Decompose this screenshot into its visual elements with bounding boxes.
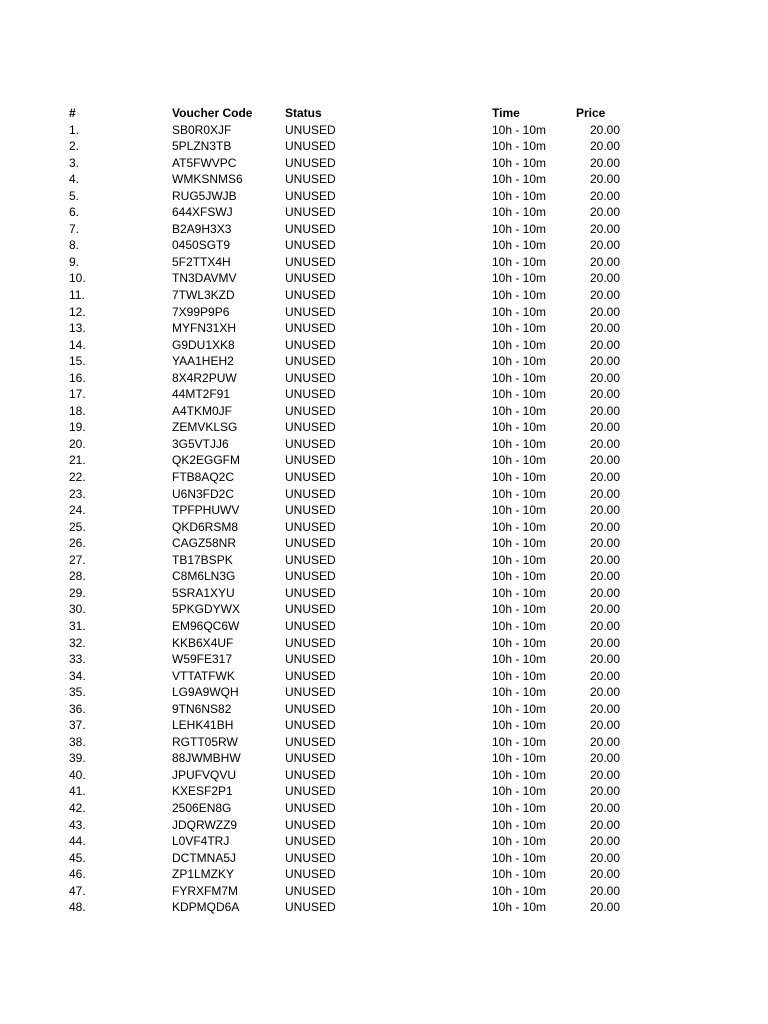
voucher-time: 10h - 10m	[492, 817, 547, 832]
table-row	[0, 122, 768, 139]
table-row	[0, 635, 768, 652]
voucher-status: UNUSED	[285, 552, 336, 567]
table-row	[0, 535, 768, 552]
voucher-price: 20.00	[589, 602, 620, 617]
voucher-time: 10h - 10m	[492, 139, 547, 154]
voucher-status: UNUSED	[285, 370, 336, 385]
voucher-code: SB0R0XJF	[172, 122, 232, 137]
table-row	[0, 817, 768, 834]
voucher-code: 7TWL3KZD	[172, 288, 235, 303]
voucher-status: UNUSED	[285, 486, 336, 501]
row-number: 24.	[69, 503, 86, 518]
voucher-code: ZEMVKLSG	[172, 420, 238, 435]
table-row	[0, 767, 768, 784]
voucher-code: 5SRA1XYU	[172, 585, 235, 600]
voucher-code: FYRXFM7M	[172, 883, 238, 898]
row-number: 1.	[69, 122, 80, 137]
row-number: 22.	[69, 470, 86, 485]
table-row	[0, 237, 768, 254]
voucher-time: 10h - 10m	[492, 453, 547, 468]
table-row	[0, 452, 768, 469]
voucher-time: 10h - 10m	[492, 800, 547, 815]
voucher-code: G9DU1XK8	[172, 337, 235, 352]
voucher-price: 20.00	[589, 304, 620, 319]
row-number: 13.	[69, 321, 86, 336]
table-row	[0, 601, 768, 618]
voucher-status: UNUSED	[285, 304, 336, 319]
voucher-status: UNUSED	[285, 221, 336, 236]
row-number: 8.	[69, 238, 80, 253]
row-number: 48.	[69, 900, 86, 915]
voucher-price: 20.00	[589, 800, 620, 815]
voucher-code: QKD6RSM8	[172, 519, 239, 534]
voucher-status: UNUSED	[285, 635, 336, 650]
voucher-price: 20.00	[589, 635, 620, 650]
row-number: 27.	[69, 552, 86, 567]
voucher-status: UNUSED	[285, 701, 336, 716]
voucher-code: DCTMNA5J	[172, 850, 237, 865]
voucher-time: 10h - 10m	[492, 271, 547, 286]
voucher-time: 10h - 10m	[492, 767, 547, 782]
voucher-status: UNUSED	[285, 602, 336, 617]
voucher-time: 10h - 10m	[492, 354, 547, 369]
table-row	[0, 436, 768, 453]
table-row	[0, 502, 768, 519]
table-row	[0, 568, 768, 585]
table-row	[0, 403, 768, 420]
voucher-code: 7X99P9P6	[172, 304, 230, 319]
voucher-price: 20.00	[589, 453, 620, 468]
row-number: 39.	[69, 751, 86, 766]
voucher-status: UNUSED	[285, 585, 336, 600]
voucher-status: UNUSED	[285, 188, 336, 203]
voucher-price: 20.00	[589, 751, 620, 766]
voucher-status: UNUSED	[285, 354, 336, 369]
voucher-price: 20.00	[589, 288, 620, 303]
header-time: Time	[492, 106, 520, 120]
voucher-time: 10h - 10m	[492, 585, 547, 600]
row-number: 44.	[69, 834, 86, 849]
voucher-price: 20.00	[589, 155, 620, 170]
voucher-status: UNUSED	[285, 155, 336, 170]
voucher-price: 20.00	[589, 867, 620, 882]
voucher-price: 20.00	[589, 436, 620, 451]
voucher-time: 10h - 10m	[492, 221, 547, 236]
voucher-price: 20.00	[589, 403, 620, 418]
voucher-price: 20.00	[589, 784, 620, 799]
table-row	[0, 270, 768, 287]
voucher-price: 20.00	[589, 900, 620, 915]
row-number: 11.	[69, 288, 85, 303]
table-row	[0, 618, 768, 635]
row-number: 6.	[69, 205, 80, 220]
voucher-code: LEHK41BH	[172, 718, 234, 733]
voucher-code: B2A9H3X3	[172, 221, 232, 236]
row-number: 32.	[69, 635, 86, 650]
row-number: 36.	[69, 701, 86, 716]
voucher-price: 20.00	[589, 221, 620, 236]
voucher-code: RUG5JWJB	[172, 188, 237, 203]
voucher-price: 20.00	[589, 652, 620, 667]
header-number: #	[69, 106, 76, 120]
voucher-time: 10h - 10m	[492, 552, 547, 567]
row-number: 4.	[69, 172, 80, 187]
table-row	[0, 304, 768, 321]
voucher-time: 10h - 10m	[492, 701, 547, 716]
voucher-time: 10h - 10m	[492, 618, 547, 633]
table-header-row	[0, 105, 768, 122]
voucher-price: 20.00	[589, 420, 620, 435]
voucher-time: 10h - 10m	[492, 668, 547, 683]
voucher-price: 20.00	[589, 618, 620, 633]
voucher-code: 5F2TTX4H	[172, 254, 231, 269]
voucher-time: 10h - 10m	[492, 867, 547, 882]
voucher-status: UNUSED	[285, 800, 336, 815]
voucher-status: UNUSED	[285, 734, 336, 749]
voucher-price: 20.00	[589, 767, 620, 782]
row-number: 45.	[69, 850, 86, 865]
voucher-time: 10h - 10m	[492, 784, 547, 799]
table-row	[0, 155, 768, 172]
row-number: 3.	[69, 155, 80, 170]
voucher-time: 10h - 10m	[492, 734, 547, 749]
voucher-status: UNUSED	[285, 536, 336, 551]
voucher-price: 20.00	[589, 834, 620, 849]
voucher-code: VTTATFWK	[172, 668, 235, 683]
table-row	[0, 701, 768, 718]
voucher-price: 20.00	[589, 486, 620, 501]
table-row	[0, 171, 768, 188]
row-number: 19.	[69, 420, 86, 435]
voucher-status: UNUSED	[285, 271, 336, 286]
voucher-time: 10h - 10m	[492, 321, 547, 336]
voucher-time: 10h - 10m	[492, 486, 547, 501]
table-row	[0, 734, 768, 751]
voucher-time: 10h - 10m	[492, 436, 547, 451]
voucher-code: WMKSNMS6	[172, 172, 243, 187]
voucher-status: UNUSED	[285, 883, 336, 898]
voucher-time: 10h - 10m	[492, 337, 547, 352]
voucher-status: UNUSED	[285, 817, 336, 832]
voucher-time: 10h - 10m	[492, 122, 547, 137]
row-number: 17.	[69, 387, 86, 402]
voucher-code: A4TKM0JF	[172, 403, 233, 418]
table-row	[0, 469, 768, 486]
voucher-time: 10h - 10m	[492, 503, 547, 518]
voucher-price: 20.00	[589, 734, 620, 749]
voucher-price: 20.00	[589, 238, 620, 253]
table-row	[0, 585, 768, 602]
voucher-time: 10h - 10m	[492, 155, 547, 170]
voucher-status: UNUSED	[285, 172, 336, 187]
row-number: 40.	[69, 767, 86, 782]
voucher-time: 10h - 10m	[492, 519, 547, 534]
voucher-time: 10h - 10m	[492, 420, 547, 435]
voucher-time: 10h - 10m	[492, 834, 547, 849]
voucher-code: MYFN31XH	[172, 321, 237, 336]
voucher-status: UNUSED	[285, 139, 336, 154]
voucher-code: U6N3FD2C	[172, 486, 235, 501]
voucher-price: 20.00	[589, 817, 620, 832]
voucher-time: 10h - 10m	[492, 205, 547, 220]
voucher-status: UNUSED	[285, 238, 336, 253]
voucher-code: 3G5VTJJ6	[172, 436, 229, 451]
voucher-time: 10h - 10m	[492, 188, 547, 203]
voucher-code: TPFPHUWV	[172, 503, 240, 518]
voucher-status: UNUSED	[285, 668, 336, 683]
voucher-status: UNUSED	[285, 337, 336, 352]
voucher-code: 8X4R2PUW	[172, 370, 237, 385]
table-row	[0, 866, 768, 883]
voucher-status: UNUSED	[285, 122, 336, 137]
table-row	[0, 850, 768, 867]
row-number: 7.	[69, 221, 80, 236]
table-row	[0, 320, 768, 337]
voucher-time: 10h - 10m	[492, 370, 547, 385]
table-row	[0, 221, 768, 238]
table-row	[0, 783, 768, 800]
voucher-price: 20.00	[589, 387, 620, 402]
row-number: 2.	[69, 139, 80, 154]
voucher-price: 20.00	[589, 718, 620, 733]
row-number: 10.	[69, 271, 86, 286]
voucher-price: 20.00	[589, 585, 620, 600]
voucher-status: UNUSED	[285, 834, 336, 849]
voucher-status: UNUSED	[285, 321, 336, 336]
voucher-time: 10h - 10m	[492, 288, 547, 303]
row-number: 14.	[69, 337, 86, 352]
voucher-time: 10h - 10m	[492, 172, 547, 187]
table-row	[0, 552, 768, 569]
voucher-code: W59FE317	[172, 652, 233, 667]
table-row	[0, 353, 768, 370]
table-body	[0, 122, 768, 916]
voucher-price: 20.00	[589, 883, 620, 898]
voucher-price: 20.00	[589, 701, 620, 716]
voucher-code: TN3DAVMV	[172, 271, 237, 286]
row-number: 35.	[69, 685, 86, 700]
voucher-code: 2506EN8G	[172, 800, 232, 815]
voucher-code: KKB6X4UF	[172, 635, 234, 650]
voucher-time: 10h - 10m	[492, 569, 547, 584]
voucher-status: UNUSED	[285, 387, 336, 402]
voucher-time: 10h - 10m	[492, 718, 547, 733]
row-number: 5.	[69, 188, 80, 203]
row-number: 16.	[69, 370, 86, 385]
voucher-time: 10h - 10m	[492, 254, 547, 269]
voucher-time: 10h - 10m	[492, 883, 547, 898]
voucher-price: 20.00	[589, 337, 620, 352]
table-row	[0, 287, 768, 304]
row-number: 37.	[69, 718, 86, 733]
voucher-code: 5PLZN3TB	[172, 139, 232, 154]
table-row	[0, 883, 768, 900]
voucher-status: UNUSED	[285, 751, 336, 766]
voucher-price: 20.00	[589, 122, 620, 137]
row-number: 9.	[69, 254, 80, 269]
table-row	[0, 651, 768, 668]
voucher-status: UNUSED	[285, 420, 336, 435]
voucher-code: 5PKGDYWX	[172, 602, 241, 617]
voucher-code: 0450SGT9	[172, 238, 231, 253]
voucher-status: UNUSED	[285, 652, 336, 667]
row-number: 30.	[69, 602, 86, 617]
voucher-price: 20.00	[589, 470, 620, 485]
voucher-price: 20.00	[589, 321, 620, 336]
voucher-code: RGTT05RW	[172, 734, 238, 749]
row-number: 25.	[69, 519, 86, 534]
row-number: 15.	[69, 354, 86, 369]
voucher-price: 20.00	[589, 668, 620, 683]
table-row	[0, 138, 768, 155]
voucher-time: 10h - 10m	[492, 304, 547, 319]
voucher-status: UNUSED	[285, 436, 336, 451]
row-number: 12.	[69, 304, 86, 319]
row-number: 34.	[69, 668, 86, 683]
voucher-price: 20.00	[589, 503, 620, 518]
row-number: 43.	[69, 817, 86, 832]
row-number: 47.	[69, 883, 86, 898]
table-row	[0, 337, 768, 354]
row-number: 28.	[69, 569, 86, 584]
voucher-table	[0, 105, 768, 916]
voucher-status: UNUSED	[285, 618, 336, 633]
voucher-price: 20.00	[589, 205, 620, 220]
table-row	[0, 684, 768, 701]
voucher-code: AT5FWVPC	[172, 155, 237, 170]
voucher-time: 10h - 10m	[492, 387, 547, 402]
row-number: 38.	[69, 734, 86, 749]
voucher-status: UNUSED	[285, 784, 336, 799]
voucher-code: JPUFVQVU	[172, 767, 237, 782]
voucher-time: 10h - 10m	[492, 536, 547, 551]
voucher-status: UNUSED	[285, 453, 336, 468]
table-row	[0, 254, 768, 271]
voucher-status: UNUSED	[285, 205, 336, 220]
row-number: 33.	[69, 652, 86, 667]
voucher-status: UNUSED	[285, 685, 336, 700]
header-voucher-code: Voucher Code	[172, 106, 253, 120]
voucher-price: 20.00	[589, 850, 620, 865]
row-number: 41.	[69, 784, 86, 799]
voucher-time: 10h - 10m	[492, 470, 547, 485]
voucher-price: 20.00	[589, 552, 620, 567]
voucher-code: KDPMQD6A	[172, 900, 240, 915]
voucher-status: UNUSED	[285, 867, 336, 882]
row-number: 29.	[69, 585, 86, 600]
voucher-time: 10h - 10m	[492, 751, 547, 766]
table-row	[0, 370, 768, 387]
voucher-code: 644XFSWJ	[172, 205, 233, 220]
table-row	[0, 800, 768, 817]
row-number: 21.	[69, 453, 86, 468]
row-number: 42.	[69, 800, 86, 815]
table-row	[0, 204, 768, 221]
voucher-price: 20.00	[589, 569, 620, 584]
voucher-code: EM96QC6W	[172, 618, 240, 633]
voucher-price: 20.00	[589, 354, 620, 369]
table-row	[0, 519, 768, 536]
table-row	[0, 386, 768, 403]
voucher-time: 10h - 10m	[492, 850, 547, 865]
table-row	[0, 717, 768, 734]
voucher-time: 10h - 10m	[492, 635, 547, 650]
voucher-code: L0VF4TRJ	[172, 834, 230, 849]
voucher-code: TB17BSPK	[172, 552, 233, 567]
row-number: 46.	[69, 867, 86, 882]
voucher-code: FTB8AQ2C	[172, 470, 235, 485]
voucher-price: 20.00	[589, 188, 620, 203]
voucher-status: UNUSED	[285, 519, 336, 534]
voucher-code: YAA1HEH2	[172, 354, 234, 369]
table-row	[0, 486, 768, 503]
voucher-status: UNUSED	[285, 569, 336, 584]
voucher-status: UNUSED	[285, 470, 336, 485]
row-number: 26.	[69, 536, 86, 551]
voucher-status: UNUSED	[285, 900, 336, 915]
table-row	[0, 188, 768, 205]
voucher-time: 10h - 10m	[492, 238, 547, 253]
voucher-price: 20.00	[589, 139, 620, 154]
voucher-status: UNUSED	[285, 850, 336, 865]
header-price: Price	[576, 106, 606, 120]
table-row	[0, 668, 768, 685]
voucher-code: 44MT2F91	[172, 387, 231, 402]
table-row	[0, 899, 768, 916]
voucher-status: UNUSED	[285, 718, 336, 733]
table-row	[0, 419, 768, 436]
voucher-code: QK2EGGFM	[172, 453, 241, 468]
voucher-status: UNUSED	[285, 503, 336, 518]
voucher-price: 20.00	[589, 536, 620, 551]
voucher-status: UNUSED	[285, 403, 336, 418]
voucher-code: CAGZ58NR	[172, 536, 237, 551]
voucher-price: 20.00	[589, 685, 620, 700]
voucher-time: 10h - 10m	[492, 685, 547, 700]
voucher-price: 20.00	[589, 172, 620, 187]
table-row	[0, 833, 768, 850]
voucher-code: KXESF2P1	[172, 784, 233, 799]
voucher-status: UNUSED	[285, 288, 336, 303]
voucher-price: 20.00	[589, 370, 620, 385]
voucher-time: 10h - 10m	[492, 403, 547, 418]
voucher-time: 10h - 10m	[492, 602, 547, 617]
voucher-price: 20.00	[589, 254, 620, 269]
table-row	[0, 750, 768, 767]
row-number: 23.	[69, 486, 86, 501]
row-number: 31.	[69, 618, 86, 633]
voucher-code: JDQRWZZ9	[172, 817, 238, 832]
row-number: 20.	[69, 436, 86, 451]
row-number: 18.	[69, 403, 86, 418]
voucher-code: 88JWMBHW	[172, 751, 241, 766]
voucher-code: ZP1LMZKY	[172, 867, 235, 882]
voucher-time: 10h - 10m	[492, 900, 547, 915]
voucher-code: LG9A9WQH	[172, 685, 239, 700]
voucher-time: 10h - 10m	[492, 652, 547, 667]
voucher-status: UNUSED	[285, 767, 336, 782]
voucher-price: 20.00	[589, 271, 620, 286]
voucher-status: UNUSED	[285, 254, 336, 269]
voucher-code: 9TN6NS82	[172, 701, 232, 716]
header-status: Status	[285, 106, 322, 120]
voucher-code: C8M6LN3G	[172, 569, 236, 584]
voucher-price: 20.00	[589, 519, 620, 534]
